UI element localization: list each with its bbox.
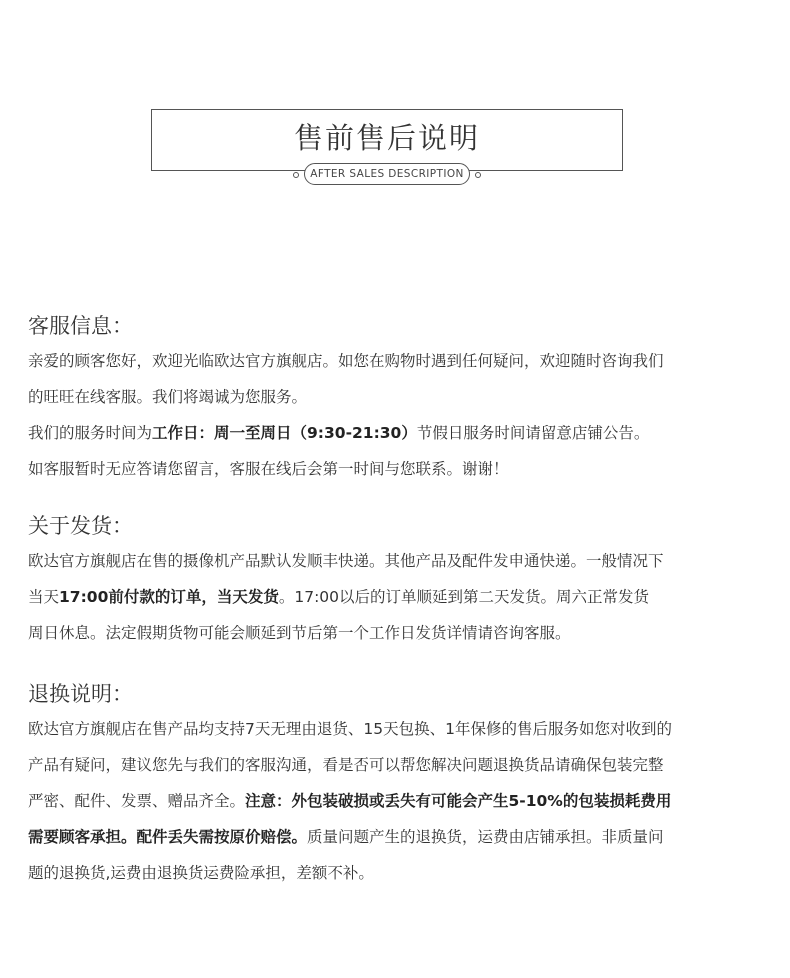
returns-line-3 xyxy=(28,783,773,819)
service-info-section xyxy=(28,312,773,487)
shipping-line-3: 周日休息。法定假期货物可能会顺延到节后第一个工作日发货详情请咨询客服。 xyxy=(28,624,571,642)
shipping-cutoff-prefix: 当天 xyxy=(28,588,60,606)
returns-line-2: 产品有疑问，建议您先与我们的客服沟通，看是否可以帮您解决问题退换货品请确保包装完整 xyxy=(28,756,664,774)
subtitle-pill xyxy=(304,163,470,185)
returns-body xyxy=(28,711,773,891)
service-hours: 工作日：周一至周日（9:30-21:30） xyxy=(152,424,417,442)
page-title: 售前售后说明 xyxy=(293,121,480,155)
shipping-cutoff-suffix: 。17:00以后的订单顺延到第二天发货。周六正常发货 xyxy=(278,588,650,606)
shipping-line-1: 欧达官方旗舰店在售的摄像机产品默认发顺丰快递。其他产品及配件发申通快递。一般情况下 xyxy=(28,552,664,570)
returns-freight-note: 质量问题产生的退换货，运费由店铺承担。非质量问 xyxy=(307,828,664,846)
shipping-cutoff: 17:00前付款的订单，当天发货 xyxy=(59,588,279,606)
returns-section xyxy=(28,680,773,891)
service-holiday-note: 节假日服务时间请留意店铺公告。 xyxy=(416,424,650,442)
service-line-1: 亲爱的顾客您好，欢迎光临欧达官方旗舰店。如您在购物时遇到任何疑问，欢迎随时咨询我们 xyxy=(28,352,664,370)
subtitle-text: AFTER SALES DESCRIPTION xyxy=(310,168,464,180)
returns-items-note: 严密、配件、发票、赠品齐全。 xyxy=(28,792,246,810)
service-line-2: 的旺旺在线客服。我们将竭诚为您服务。 xyxy=(28,388,308,406)
shipping-body xyxy=(28,543,773,651)
subtitle-row xyxy=(151,162,623,184)
returns-heading: 退换说明： xyxy=(28,682,133,706)
service-body xyxy=(28,343,773,487)
service-line-4: 如客服暂时无应答请您留言，客服在线后会第一时间与您联系。谢谢！ xyxy=(28,460,509,478)
returns-line-5: 题的退换货,运费由退换货运费险承担，差额不补。 xyxy=(28,864,374,882)
left-dot-icon xyxy=(293,172,299,178)
shipping-line-2 xyxy=(28,579,773,615)
service-line-3 xyxy=(28,415,773,451)
shipping-heading: 关于发货： xyxy=(28,514,133,538)
right-dot-icon xyxy=(475,172,481,178)
returns-line-4 xyxy=(28,819,773,855)
returns-line-1: 欧达官方旗舰店在售产品均支持7天无理由退货、15天包换、1年保修的售后服务如您对收到的 xyxy=(28,720,672,738)
returns-warning-cont: 需要顾客承担。配件丢失需按原价赔偿。 xyxy=(28,828,308,846)
returns-warning: 注意：外包装破损或丢失有可能会产生5-10%的包装损耗费用 xyxy=(245,792,672,810)
service-hours-prefix: 我们的服务时间为 xyxy=(28,424,153,442)
service-heading: 客服信息： xyxy=(28,314,133,338)
shipping-section xyxy=(28,512,773,651)
